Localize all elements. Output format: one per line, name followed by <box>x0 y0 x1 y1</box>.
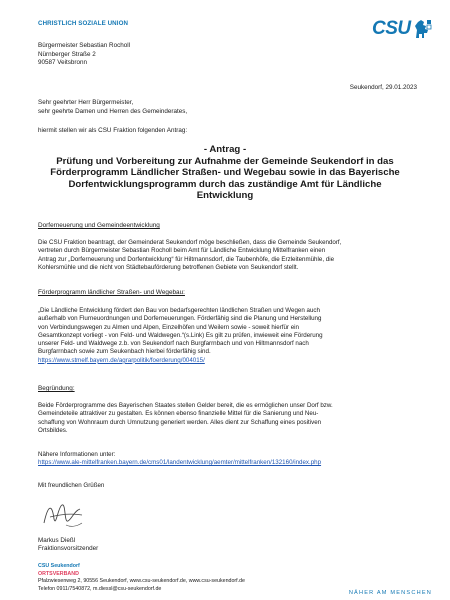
footer-sub: ORTSVERBAND <box>38 570 79 577</box>
signer <box>38 537 98 554</box>
text-line: Antrag zur „Dorferneuerung und Dorfentwicklung“ für Hiltmannsdorf, die Taubenhöfe, die Erzleitenmühle, die <box>38 255 335 263</box>
footer-contact: Telefon 0911/7540872, m.diessl@csu-seukendorf.de <box>38 585 162 592</box>
text-line: schaffung von Wohnraum durch Umnutzung generiert werden. Alles dient zur Schaffung eines positiven <box>38 418 322 426</box>
letter-date: Seukendorf, 29.01.2023 <box>349 84 417 91</box>
motion-line: Prüfung und Vorbereitung zur Aufnahme der Gemeinde Seukendorf in das <box>56 155 394 167</box>
slogan: NÄHER AM MENSCHEN <box>348 590 432 596</box>
section-heading-begruendung: Begründung: <box>38 385 75 392</box>
signer-name: Markus Dießl <box>38 537 76 544</box>
text-line: „Die Ländliche Entwicklung fördert den Bau von bedarfsgerechten ländlichen Straßen und Wegen auch <box>38 307 320 314</box>
text-line: Burgfarrnbach sowie zum Seukenbach hierbei förderfähig sind. <box>38 348 211 356</box>
logo-text: CSU <box>372 18 411 39</box>
signer-role: Fraktionsvorsitzender <box>38 545 99 553</box>
text-line: vertreten durch Bürgermeister Sebastian Rocholl beim Amt für Ländliche Entwicklung Mittelfranken einen <box>38 247 326 255</box>
signature-image <box>40 497 86 533</box>
text-line: Beide Förderprogramme des Bayerischen Staates stellen Gelder bereit, die es ermöglichen unser Dorf bzw. <box>38 402 333 409</box>
text-line: unserer Feld- und Waldwege z.b. von Seukendorf nach Burgfarrnbach und von Hiltmannsdorf nach <box>38 340 309 348</box>
address-line: Bürgermeister Sebastian Rocholl <box>38 42 131 49</box>
footer-address: Pfalzwiesenweg 2, 90556 Seukendorf, www.csu-seukendorf.de, www.csu-seukendorf.de <box>38 578 246 585</box>
motion-line: Entwicklung <box>196 190 254 202</box>
lion-icon <box>412 18 432 40</box>
section-text-wegebau <box>38 307 416 365</box>
text-line: Die CSU Fraktion beantragt, der Gemeinderat Seukendorf möge beschließen, dass die Gemeinde Seukendorf, <box>38 239 342 246</box>
text-line: Gemeindeteile attraktiver zu gestalten. Es können ebenso finanzielle Mittel für die Sanierung und Neu- <box>38 410 319 418</box>
text-line: Kohlersmühle und die nicht von Städtebauförderung betroffenen Gebiete von Seukendorf stellt. <box>38 263 299 271</box>
section-heading-dorferneuerung: Dorferneuerung und Gemeindeentwicklung <box>38 222 160 229</box>
csu-logo <box>372 18 430 40</box>
motion-line: Förderprogramm Ländlicher Straßen- und Wegebau sowie in das Bayerische <box>50 167 400 179</box>
more-info <box>38 451 416 468</box>
footer <box>38 563 245 593</box>
address-line: 90587 Veitsbronn <box>38 59 88 67</box>
text-line: von Verbindungswegen zu Almen und Alpen, Einzelhöfen und Weilern sowie - soweit hierfür ein <box>38 323 299 331</box>
motion-line: Dorfentwicklungsprogramm durch das zuständige Amt für Ländliche <box>68 178 382 190</box>
section-heading-wegebau: Förderprogramm ländlicher Straßen- und Wegebau: <box>38 289 185 296</box>
text-line: Ortsbildes. <box>38 426 68 434</box>
footer-street: Pfalzwiesenweg 2, 90556 Seukendorf <box>38 578 127 585</box>
salutation-line: sehr geehrte Damen und Herren des Gemeinderates, <box>38 107 188 115</box>
footer-org: CSU Seukendorf <box>38 563 80 569</box>
salutation-line: Sehr geehrter Herr Bürgermeister, <box>38 99 134 106</box>
more-info-label: Nähere Informationen unter: <box>38 451 116 458</box>
intro-text: hiermit stellen wir als CSU Fraktion folgenden Antrag: <box>38 127 188 134</box>
section-text-begruendung <box>38 402 416 435</box>
recipient-address <box>38 42 130 68</box>
text-line: Gesamtkonzept vorliegt - von Feld- und Waldwegen.“(s.Link) Es gilt zu prüfen, inwieweit eine Förderung <box>38 331 323 339</box>
address-line: Nürnberger Straße 2 <box>38 50 96 58</box>
motion-label: - Antrag - <box>203 144 247 155</box>
section-text-dorferneuerung <box>38 239 416 272</box>
party-name: CHRISTLICH SOZIALE UNION <box>38 20 129 27</box>
salutation <box>38 99 187 116</box>
ale-link[interactable]: https://www.ale-mittelfranken.bayern.de/cms01/landentwicklung/aemter/mittelfranken/132160/index.php <box>38 459 322 467</box>
stmelf-link[interactable]: https://www.stmelf.bayern.de/agrarpolitik/foerderung/004015/ <box>38 356 205 364</box>
text-line: außerhalb von Flurneuordnungen und Dorferneuerungen. Förderfähig sind die Planung und Herstellung <box>38 315 322 323</box>
closing: Mit freundlichen Grüßen <box>38 482 105 489</box>
footer-web: www.csu-seukendorf.de, www.csu-seukendorf.de <box>129 578 246 585</box>
motion-title <box>38 144 412 202</box>
